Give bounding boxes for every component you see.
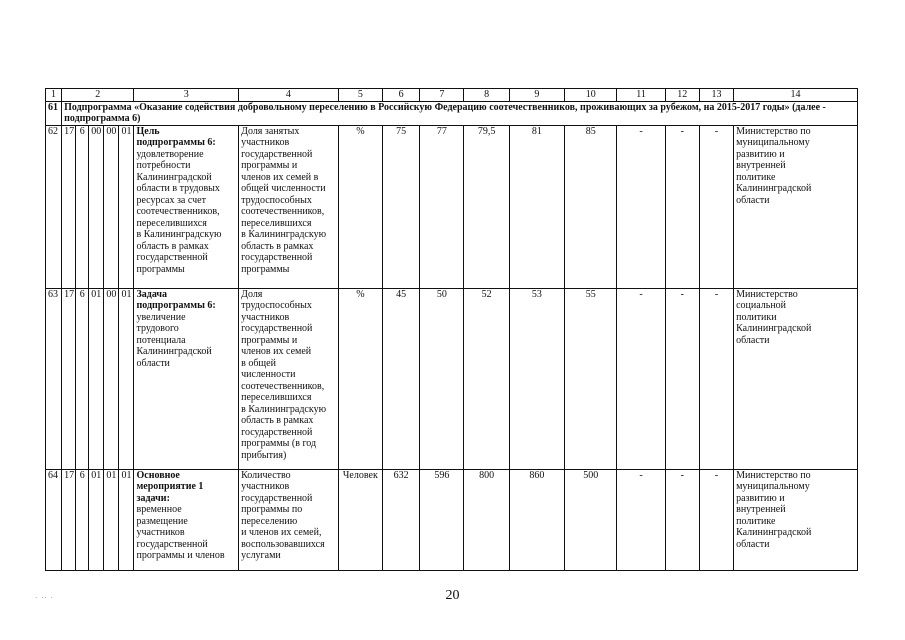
name-text: временное размещение участников государственной программы и членов	[136, 504, 225, 561]
name-heading: Цель подпрограммы 6:	[136, 125, 216, 148]
header-cell: 13	[699, 89, 733, 102]
header-cell: 2	[62, 89, 134, 102]
value-cell: 77	[420, 125, 464, 288]
name-cell	[134, 125, 239, 288]
value-cell: -	[699, 125, 733, 288]
name-heading: Основное мероприятие 1 задачи:	[136, 469, 204, 504]
header-cell: 10	[565, 89, 617, 102]
page-number: 20	[445, 588, 460, 603]
unit-cell: %	[338, 125, 382, 288]
section-row	[46, 101, 858, 125]
value-cell: 53	[509, 288, 564, 469]
header-cell: 7	[420, 89, 464, 102]
code-cell: 01	[104, 469, 119, 570]
row-number: 64	[46, 469, 62, 570]
section-number: 61	[46, 101, 62, 125]
code-cell: 6	[76, 288, 89, 469]
indicator-cell: Доля трудоспособных участников государственной программы и членов их семей в общей численности соотечественников, переселившихся в Калининградскую область в рамках государственной программы (в год прибытия)	[239, 288, 339, 469]
name-heading: Задача подпрограммы 6:	[136, 288, 216, 311]
value-cell: 632	[383, 469, 420, 570]
unit-cell: %	[338, 288, 382, 469]
row-number: 63	[46, 288, 62, 469]
value-cell: 45	[383, 288, 420, 469]
code-cell: 01	[119, 288, 134, 469]
responsible-cell: Министерство по муниципальному развитию и внутренней политике Калининградской области	[734, 469, 858, 570]
code-cell: 6	[76, 469, 89, 570]
responsible-cell: Министерство социальной политики Калининградской области	[734, 288, 858, 469]
header-cell: 5	[338, 89, 382, 102]
value-cell: -	[665, 125, 699, 288]
indicator-cell: Доля занятых участников государственной программы и членов их семей в общей численности трудоспособных соотечественников, переселившихся в Калининградскую область в рамках государственной программы	[239, 125, 339, 288]
code-cell: 00	[104, 288, 119, 469]
responsible-cell: Министерство по муниципальному развитию и внутренней политике Калининградской области	[734, 125, 858, 288]
indicators-table	[45, 88, 858, 571]
indicator-cell: Количество участников государственной программы по переселению и членов их семей, воспользовавшихся услугами	[239, 469, 339, 570]
header-cell: 4	[239, 89, 339, 102]
scan-smudge: · ·· ·	[35, 594, 54, 602]
value-cell: -	[617, 469, 665, 570]
value-cell: 800	[464, 469, 509, 570]
code-cell: 01	[119, 125, 134, 288]
table-row	[46, 125, 858, 288]
header-cell: 3	[134, 89, 239, 102]
value-cell: 55	[565, 288, 617, 469]
row-number: 62	[46, 125, 62, 288]
code-cell: 00	[104, 125, 119, 288]
value-cell: 81	[509, 125, 564, 288]
header-cell: 12	[665, 89, 699, 102]
value-cell: -	[699, 288, 733, 469]
name-text: увеличение трудового потенциала Калининградской области	[136, 311, 212, 369]
name-text: удовлетворение потребности Калининградской области в трудовых ресурсах за счет соотечественников, переселившихся в Калининградскую область в рамках государственной программы	[136, 148, 222, 275]
unit-cell: Человек	[338, 469, 382, 570]
code-cell: 17	[62, 125, 76, 288]
value-cell: 75	[383, 125, 420, 288]
table-row	[46, 469, 858, 570]
value-cell: 50	[420, 288, 464, 469]
value-cell: 860	[509, 469, 564, 570]
header-cell: 11	[617, 89, 665, 102]
header-cell: 6	[383, 89, 420, 102]
value-cell: 596	[420, 469, 464, 570]
value-cell: 500	[565, 469, 617, 570]
code-cell: 17	[62, 469, 76, 570]
value-cell: -	[617, 125, 665, 288]
header-cell: 1	[46, 89, 62, 102]
value-cell: -	[699, 469, 733, 570]
code-cell: 17	[62, 288, 76, 469]
code-cell: 01	[119, 469, 134, 570]
value-cell: 85	[565, 125, 617, 288]
header-cell: 8	[464, 89, 509, 102]
value-cell: 79,5	[464, 125, 509, 288]
code-cell: 6	[76, 125, 89, 288]
value-cell: -	[665, 469, 699, 570]
header-row	[46, 89, 858, 102]
header-cell: 14	[734, 89, 858, 102]
section-title: Подпрограмма «Оказание содействия добровольному переселению в Российскую Федерацию соотечественников, проживающих за рубежом, на 2015-2017 годы» (далее - подпрограмма 6)	[62, 101, 858, 125]
header-cell: 9	[509, 89, 564, 102]
code-cell: 01	[89, 469, 104, 570]
value-cell: 52	[464, 288, 509, 469]
table-row	[46, 288, 858, 469]
value-cell: -	[665, 288, 699, 469]
code-cell: 01	[89, 288, 104, 469]
name-cell	[134, 288, 239, 469]
code-cell: 00	[89, 125, 104, 288]
value-cell: -	[617, 288, 665, 469]
name-cell	[134, 469, 239, 570]
